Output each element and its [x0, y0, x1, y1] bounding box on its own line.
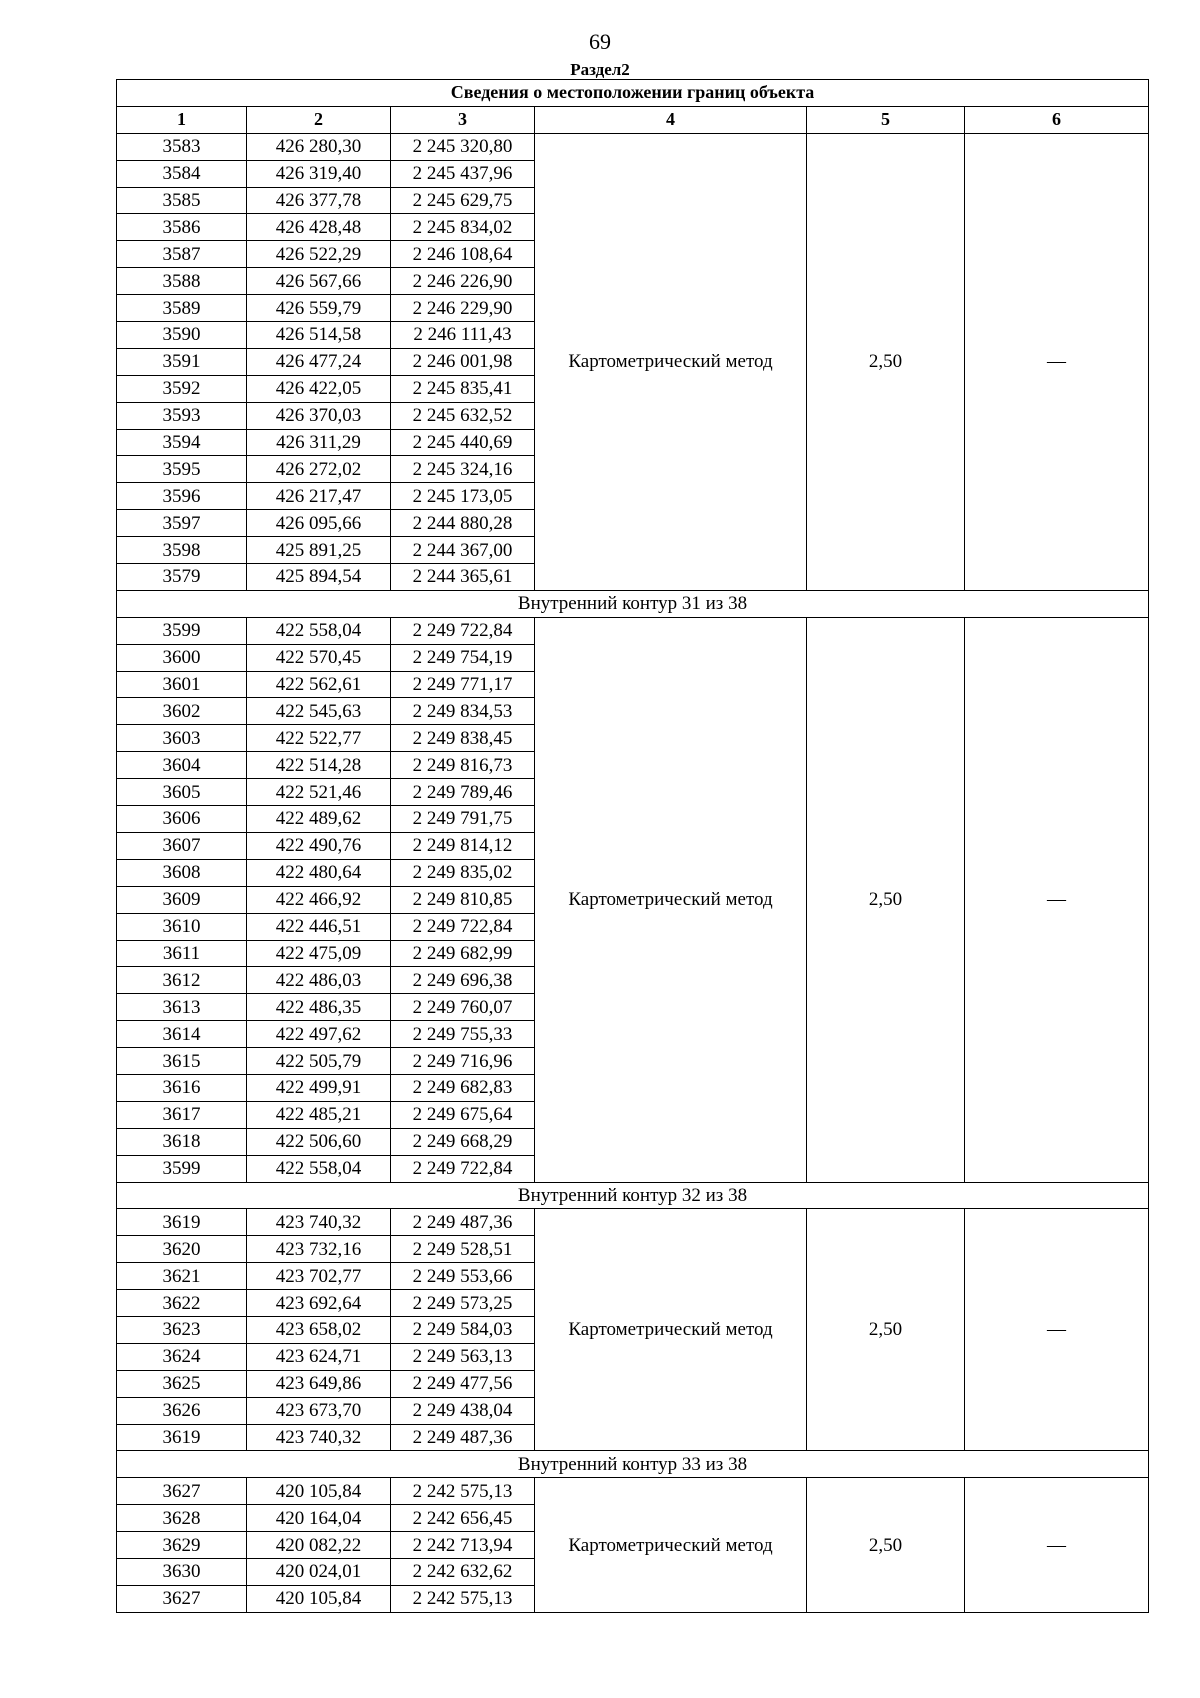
description-cell: —	[965, 617, 1149, 1182]
x-coordinate-cell: 420 164,04	[247, 1505, 391, 1532]
accuracy-cell: 2,50	[807, 617, 965, 1182]
x-coordinate-cell: 423 732,16	[247, 1236, 391, 1263]
x-coordinate-cell: 422 466,92	[247, 886, 391, 913]
method-cell: Картометрический метод	[535, 1478, 807, 1612]
point-number-cell: 3585	[117, 187, 247, 214]
table-row	[117, 617, 1149, 644]
column-header-row	[117, 106, 1149, 133]
y-coordinate-cell: 2 249 553,66	[391, 1263, 535, 1290]
y-coordinate-cell: 2 246 229,90	[391, 295, 535, 322]
description-cell: —	[965, 1478, 1149, 1612]
x-coordinate-cell: 426 217,47	[247, 483, 391, 510]
accuracy-cell: 2,50	[807, 1478, 965, 1612]
x-coordinate-cell: 420 024,01	[247, 1558, 391, 1585]
x-coordinate-cell: 423 702,77	[247, 1263, 391, 1290]
y-coordinate-cell: 2 242 632,62	[391, 1558, 535, 1585]
y-coordinate-cell: 2 249 682,99	[391, 940, 535, 967]
x-coordinate-cell: 426 370,03	[247, 402, 391, 429]
point-number-cell: 3586	[117, 214, 247, 241]
point-number-cell: 3604	[117, 752, 247, 779]
table-caption-row	[117, 80, 1149, 107]
point-number-cell: 3595	[117, 456, 247, 483]
point-number-cell: 3630	[117, 1558, 247, 1585]
y-coordinate-cell: 2 245 324,16	[391, 456, 535, 483]
point-number-cell: 3611	[117, 940, 247, 967]
point-number-cell: 3619	[117, 1209, 247, 1236]
y-coordinate-cell: 2 249 675,64	[391, 1101, 535, 1128]
y-coordinate-cell: 2 249 722,84	[391, 913, 535, 940]
point-number-cell: 3588	[117, 268, 247, 295]
column-header: 3	[391, 106, 535, 133]
point-number-cell: 3583	[117, 133, 247, 160]
x-coordinate-cell: 426 095,66	[247, 510, 391, 537]
point-number-cell: 3625	[117, 1370, 247, 1397]
table-row	[117, 1209, 1149, 1236]
point-number-cell: 3592	[117, 375, 247, 402]
y-coordinate-cell: 2 249 754,19	[391, 644, 535, 671]
contour-label: Внутренний контур 32 из 38	[117, 1182, 1149, 1209]
x-coordinate-cell: 426 514,58	[247, 322, 391, 349]
accuracy-cell: 2,50	[807, 1209, 965, 1451]
point-number-cell: 3609	[117, 886, 247, 913]
y-coordinate-cell: 2 249 722,84	[391, 1155, 535, 1182]
y-coordinate-cell: 2 249 477,56	[391, 1370, 535, 1397]
contour-label: Внутренний контур 33 из 38	[117, 1451, 1149, 1478]
y-coordinate-cell: 2 245 835,41	[391, 375, 535, 402]
point-number-cell: 3610	[117, 913, 247, 940]
y-coordinate-cell: 2 249 584,03	[391, 1316, 535, 1343]
point-number-cell: 3618	[117, 1128, 247, 1155]
column-header: 4	[535, 106, 807, 133]
point-number-cell: 3627	[117, 1478, 247, 1505]
description-cell: —	[965, 133, 1149, 590]
x-coordinate-cell: 423 649,86	[247, 1370, 391, 1397]
x-coordinate-cell: 423 692,64	[247, 1290, 391, 1317]
point-number-cell: 3591	[117, 348, 247, 375]
y-coordinate-cell: 2 244 365,61	[391, 564, 535, 591]
y-coordinate-cell: 2 242 575,13	[391, 1478, 535, 1505]
contour-label-row	[117, 1182, 1149, 1209]
point-number-cell: 3597	[117, 510, 247, 537]
point-number-cell: 3605	[117, 779, 247, 806]
y-coordinate-cell: 2 249 760,07	[391, 994, 535, 1021]
y-coordinate-cell: 2 245 440,69	[391, 429, 535, 456]
x-coordinate-cell: 422 558,04	[247, 1155, 391, 1182]
point-number-cell: 3624	[117, 1343, 247, 1370]
point-number-cell: 3587	[117, 241, 247, 268]
y-coordinate-cell: 2 245 173,05	[391, 483, 535, 510]
x-coordinate-cell: 426 319,40	[247, 160, 391, 187]
y-coordinate-cell: 2 249 487,36	[391, 1424, 535, 1451]
y-coordinate-cell: 2 245 629,75	[391, 187, 535, 214]
x-coordinate-cell: 422 514,28	[247, 752, 391, 779]
x-coordinate-cell: 422 505,79	[247, 1048, 391, 1075]
point-number-cell: 3584	[117, 160, 247, 187]
point-number-cell: 3615	[117, 1048, 247, 1075]
point-number-cell: 3623	[117, 1316, 247, 1343]
x-coordinate-cell: 422 521,46	[247, 779, 391, 806]
x-coordinate-cell: 423 740,32	[247, 1424, 391, 1451]
x-coordinate-cell: 422 486,03	[247, 967, 391, 994]
point-number-cell: 3593	[117, 402, 247, 429]
y-coordinate-cell: 2 249 487,36	[391, 1209, 535, 1236]
y-coordinate-cell: 2 244 367,00	[391, 537, 535, 564]
point-number-cell: 3596	[117, 483, 247, 510]
x-coordinate-cell: 422 545,63	[247, 698, 391, 725]
page-number: 69	[589, 29, 611, 54]
point-number-cell: 3607	[117, 832, 247, 859]
x-coordinate-cell: 426 522,29	[247, 241, 391, 268]
point-number-cell: 3606	[117, 806, 247, 833]
table-body	[117, 133, 1149, 1612]
point-number-cell: 3628	[117, 1505, 247, 1532]
y-coordinate-cell: 2 249 438,04	[391, 1397, 535, 1424]
x-coordinate-cell: 422 446,51	[247, 913, 391, 940]
column-header: 1	[117, 106, 247, 133]
y-coordinate-cell: 2 242 575,13	[391, 1585, 535, 1612]
x-coordinate-cell: 422 486,35	[247, 994, 391, 1021]
contour-label-row	[117, 590, 1149, 617]
point-number-cell: 3617	[117, 1101, 247, 1128]
y-coordinate-cell: 2 249 682,83	[391, 1074, 535, 1101]
x-coordinate-cell: 422 485,21	[247, 1101, 391, 1128]
x-coordinate-cell: 422 499,91	[247, 1074, 391, 1101]
point-number-cell: 3599	[117, 617, 247, 644]
point-number-cell: 3599	[117, 1155, 247, 1182]
point-number-cell: 3626	[117, 1397, 247, 1424]
y-coordinate-cell: 2 242 656,45	[391, 1505, 535, 1532]
y-coordinate-cell: 2 249 722,84	[391, 617, 535, 644]
y-coordinate-cell: 2 249 791,75	[391, 806, 535, 833]
y-coordinate-cell: 2 249 834,53	[391, 698, 535, 725]
point-number-cell: 3603	[117, 725, 247, 752]
point-number-cell: 3608	[117, 859, 247, 886]
x-coordinate-cell: 426 567,66	[247, 268, 391, 295]
y-coordinate-cell: 2 246 108,64	[391, 241, 535, 268]
y-coordinate-cell: 2 246 001,98	[391, 348, 535, 375]
x-coordinate-cell: 426 477,24	[247, 348, 391, 375]
method-cell: Картометрический метод	[535, 617, 807, 1182]
y-coordinate-cell: 2 249 835,02	[391, 859, 535, 886]
point-number-cell: 3621	[117, 1263, 247, 1290]
y-coordinate-cell: 2 249 838,45	[391, 725, 535, 752]
contour-label-row	[117, 1451, 1149, 1478]
x-coordinate-cell: 425 891,25	[247, 537, 391, 564]
point-number-cell: 3589	[117, 295, 247, 322]
x-coordinate-cell: 420 105,84	[247, 1585, 391, 1612]
boundaries-table	[116, 79, 1149, 1613]
y-coordinate-cell: 2 245 437,96	[391, 160, 535, 187]
y-coordinate-cell: 2 249 716,96	[391, 1048, 535, 1075]
x-coordinate-cell: 422 562,61	[247, 671, 391, 698]
x-coordinate-cell: 422 506,60	[247, 1128, 391, 1155]
y-coordinate-cell: 2 246 226,90	[391, 268, 535, 295]
y-coordinate-cell: 2 249 696,38	[391, 967, 535, 994]
x-coordinate-cell: 423 740,32	[247, 1209, 391, 1236]
point-number-cell: 3622	[117, 1290, 247, 1317]
y-coordinate-cell: 2 249 814,12	[391, 832, 535, 859]
point-number-cell: 3620	[117, 1236, 247, 1263]
point-number-cell: 3600	[117, 644, 247, 671]
point-number-cell: 3594	[117, 429, 247, 456]
x-coordinate-cell: 426 272,02	[247, 456, 391, 483]
y-coordinate-cell: 2 245 834,02	[391, 214, 535, 241]
y-coordinate-cell: 2 245 632,52	[391, 402, 535, 429]
y-coordinate-cell: 2 249 668,29	[391, 1128, 535, 1155]
y-coordinate-cell: 2 244 880,28	[391, 510, 535, 537]
y-coordinate-cell: 2 249 563,13	[391, 1343, 535, 1370]
accuracy-cell: 2,50	[807, 133, 965, 590]
point-number-cell: 3601	[117, 671, 247, 698]
table-row	[117, 133, 1149, 160]
method-cell: Картометрический метод	[535, 133, 807, 590]
y-coordinate-cell: 2 246 111,43	[391, 322, 535, 349]
point-number-cell: 3627	[117, 1585, 247, 1612]
column-header: 2	[247, 106, 391, 133]
x-coordinate-cell: 423 624,71	[247, 1343, 391, 1370]
section-title: Раздел2	[570, 60, 630, 79]
point-number-cell: 3579	[117, 564, 247, 591]
x-coordinate-cell: 422 480,64	[247, 859, 391, 886]
x-coordinate-cell: 422 522,77	[247, 725, 391, 752]
x-coordinate-cell: 426 559,79	[247, 295, 391, 322]
x-coordinate-cell: 422 497,62	[247, 1021, 391, 1048]
x-coordinate-cell: 422 475,09	[247, 940, 391, 967]
y-coordinate-cell: 2 249 810,85	[391, 886, 535, 913]
point-number-cell: 3602	[117, 698, 247, 725]
table-row	[117, 1478, 1149, 1505]
x-coordinate-cell: 423 673,70	[247, 1397, 391, 1424]
y-coordinate-cell: 2 242 713,94	[391, 1532, 535, 1559]
y-coordinate-cell: 2 249 755,33	[391, 1021, 535, 1048]
y-coordinate-cell: 2 249 771,17	[391, 671, 535, 698]
method-cell: Картометрический метод	[535, 1209, 807, 1451]
point-number-cell: 3619	[117, 1424, 247, 1451]
x-coordinate-cell: 426 428,48	[247, 214, 391, 241]
y-coordinate-cell: 2 249 573,25	[391, 1290, 535, 1317]
point-number-cell: 3616	[117, 1074, 247, 1101]
column-header: 5	[807, 106, 965, 133]
contour-label: Внутренний контур 31 из 38	[117, 590, 1149, 617]
x-coordinate-cell: 426 311,29	[247, 429, 391, 456]
x-coordinate-cell: 426 377,78	[247, 187, 391, 214]
x-coordinate-cell: 422 558,04	[247, 617, 391, 644]
x-coordinate-cell: 422 570,45	[247, 644, 391, 671]
x-coordinate-cell: 426 280,30	[247, 133, 391, 160]
x-coordinate-cell: 422 489,62	[247, 806, 391, 833]
x-coordinate-cell: 423 658,02	[247, 1316, 391, 1343]
x-coordinate-cell: 420 105,84	[247, 1478, 391, 1505]
point-number-cell: 3612	[117, 967, 247, 994]
x-coordinate-cell: 420 082,22	[247, 1532, 391, 1559]
point-number-cell: 3629	[117, 1532, 247, 1559]
point-number-cell: 3613	[117, 994, 247, 1021]
y-coordinate-cell: 2 249 789,46	[391, 779, 535, 806]
column-header: 6	[965, 106, 1149, 133]
x-coordinate-cell: 426 422,05	[247, 375, 391, 402]
y-coordinate-cell: 2 245 320,80	[391, 133, 535, 160]
y-coordinate-cell: 2 249 528,51	[391, 1236, 535, 1263]
table-caption: Сведения о местоположении границ объекта	[117, 80, 1149, 107]
point-number-cell: 3614	[117, 1021, 247, 1048]
point-number-cell: 3598	[117, 537, 247, 564]
point-number-cell: 3590	[117, 322, 247, 349]
x-coordinate-cell: 422 490,76	[247, 832, 391, 859]
y-coordinate-cell: 2 249 816,73	[391, 752, 535, 779]
x-coordinate-cell: 425 894,54	[247, 564, 391, 591]
description-cell: —	[965, 1209, 1149, 1451]
